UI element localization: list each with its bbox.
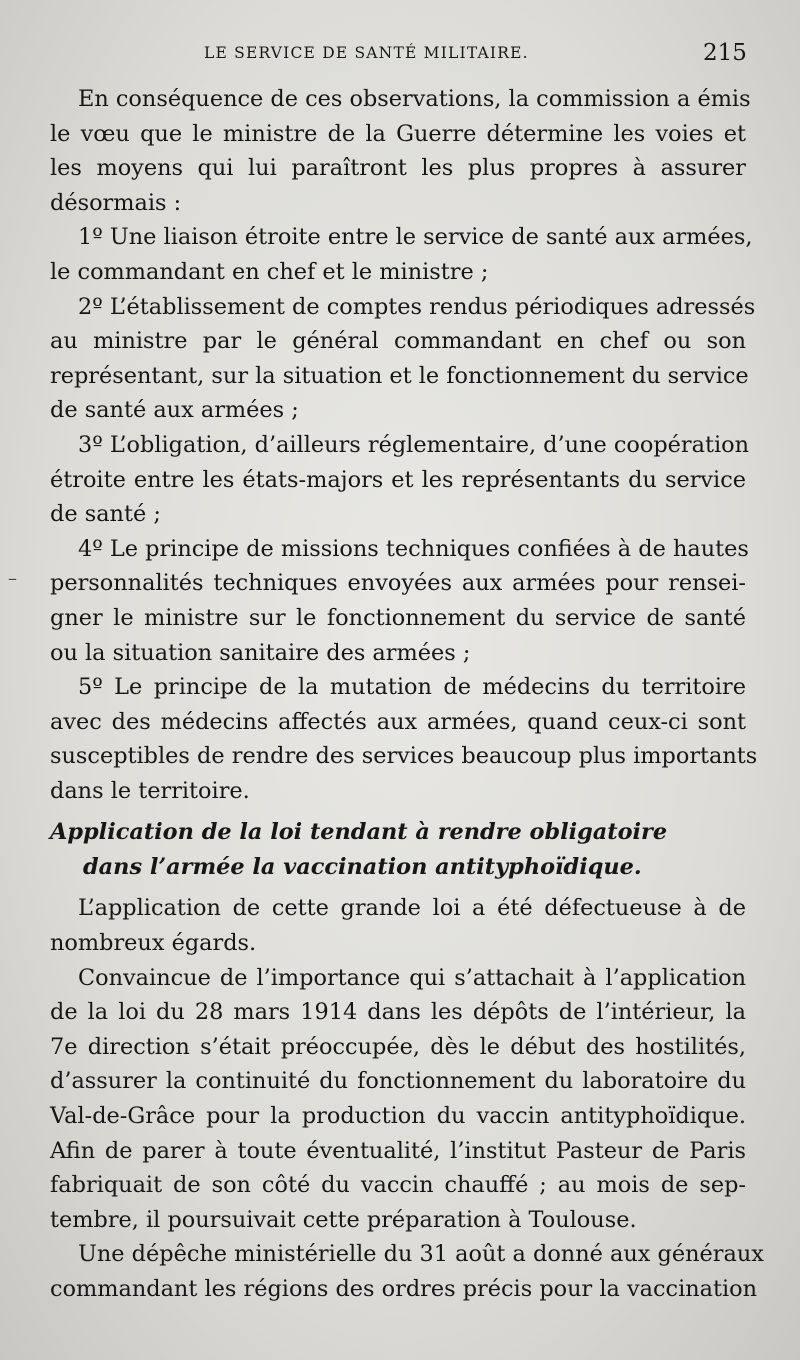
text-line: Afin de parer à toute éventualité, l’institut Pasteur de Paris xyxy=(50,1137,746,1164)
list-item xyxy=(50,220,753,289)
text-line: 7e direction s’était préoccupée, dès le début des hostilités, xyxy=(50,1033,746,1060)
text-line: fabriquait de son côté du vaccin chauffé ; au mois de sep- xyxy=(50,1172,746,1199)
paragraph xyxy=(50,82,751,220)
margin-dash-mark: – xyxy=(8,568,17,589)
text-line: 4º Le principe de missions techniques confiées à de hautes xyxy=(78,535,749,562)
text-line: commandant les régions des ordres précis pour la vaccination xyxy=(50,1276,758,1302)
text-line: L’application de cette grande loi a été défectueuse à de xyxy=(78,895,746,922)
text-line: de la loi du 28 mars 1914 dans les dépôts de l’intérieur, la xyxy=(50,999,746,1026)
text-line: tembre, il poursuivait cette préparation à Toulouse. xyxy=(50,1206,637,1233)
text-line: nombreux égards. xyxy=(50,930,257,957)
text-line: 2º L’établissement de comptes rendus périodiques adressés xyxy=(78,293,756,320)
text-line: représentant, sur la situation et le fonctionnement du service xyxy=(50,362,749,389)
text-line: de santé aux armées ; xyxy=(50,397,299,424)
list-item xyxy=(50,428,750,532)
text-line: En conséquence de ces observations, la commission a émis xyxy=(78,86,751,112)
text-line: 1º Une liaison étroite entre le service de santé aux armées, xyxy=(78,224,753,251)
text-line: étroite entre les états-majors et les représentants du service xyxy=(50,466,746,493)
text-line: Une dépêche ministérielle du 31 août a donné aux généraux xyxy=(78,1241,764,1268)
list-item xyxy=(50,532,749,670)
list-item xyxy=(50,290,756,428)
text-line: dans le territoire. xyxy=(50,777,250,804)
text-line: le commandant en chef et le ministre ; xyxy=(50,258,489,285)
text-line: les moyens qui lui paraîtront les plus propres à assurer xyxy=(50,155,746,182)
text-line: personnalités techniques envoyées aux armées pour rensei- xyxy=(50,570,746,597)
section-heading xyxy=(50,815,746,885)
text-line: susceptibles de rendre des services beaucoup plus importants xyxy=(50,743,758,770)
text-line: d’assurer la continuité du fonctionnement du laboratoire du xyxy=(50,1068,746,1095)
text-line: 3º L’obligation, d’ailleurs réglementaire, d’une coopération xyxy=(78,431,750,458)
text-line: ou la situation sanitaire des armées ; xyxy=(50,639,471,666)
text-line: 5º Le principe de la mutation de médecins du territoire xyxy=(78,674,746,701)
page-number: 215 xyxy=(703,40,747,66)
page-header xyxy=(0,40,800,74)
paragraph xyxy=(50,1237,764,1306)
text-line: le vœu que le ministre de la Guerre détermine les voies et xyxy=(50,120,746,147)
list-item xyxy=(50,670,758,808)
text-line: Convaincue de l’importance qui s’attachait à l’application xyxy=(78,964,746,991)
section-heading-line: dans l’armée la vaccination antityphoïdique. xyxy=(83,854,642,881)
section-heading-line: Application de la loi tendant à rendre obligatoire xyxy=(50,819,668,846)
paragraph xyxy=(50,961,746,1238)
running-title: LE SERVICE DE SANTÉ MILITAIRE. xyxy=(204,44,529,62)
page-body xyxy=(50,82,764,1307)
text-line: avec des médecins affectés aux armées, quand ceux-ci sont xyxy=(50,708,746,735)
paragraph xyxy=(50,891,746,960)
text-line: désormais : xyxy=(50,189,182,216)
text-line: au ministre par le général commandant en chef ou son xyxy=(50,328,746,355)
text-line: de santé ; xyxy=(50,501,161,528)
text-line: gner le ministre sur le fonctionnement du service de santé xyxy=(50,604,746,631)
text-line: Val-de-Grâce pour la production du vaccin antityphoïdique. xyxy=(50,1103,746,1130)
